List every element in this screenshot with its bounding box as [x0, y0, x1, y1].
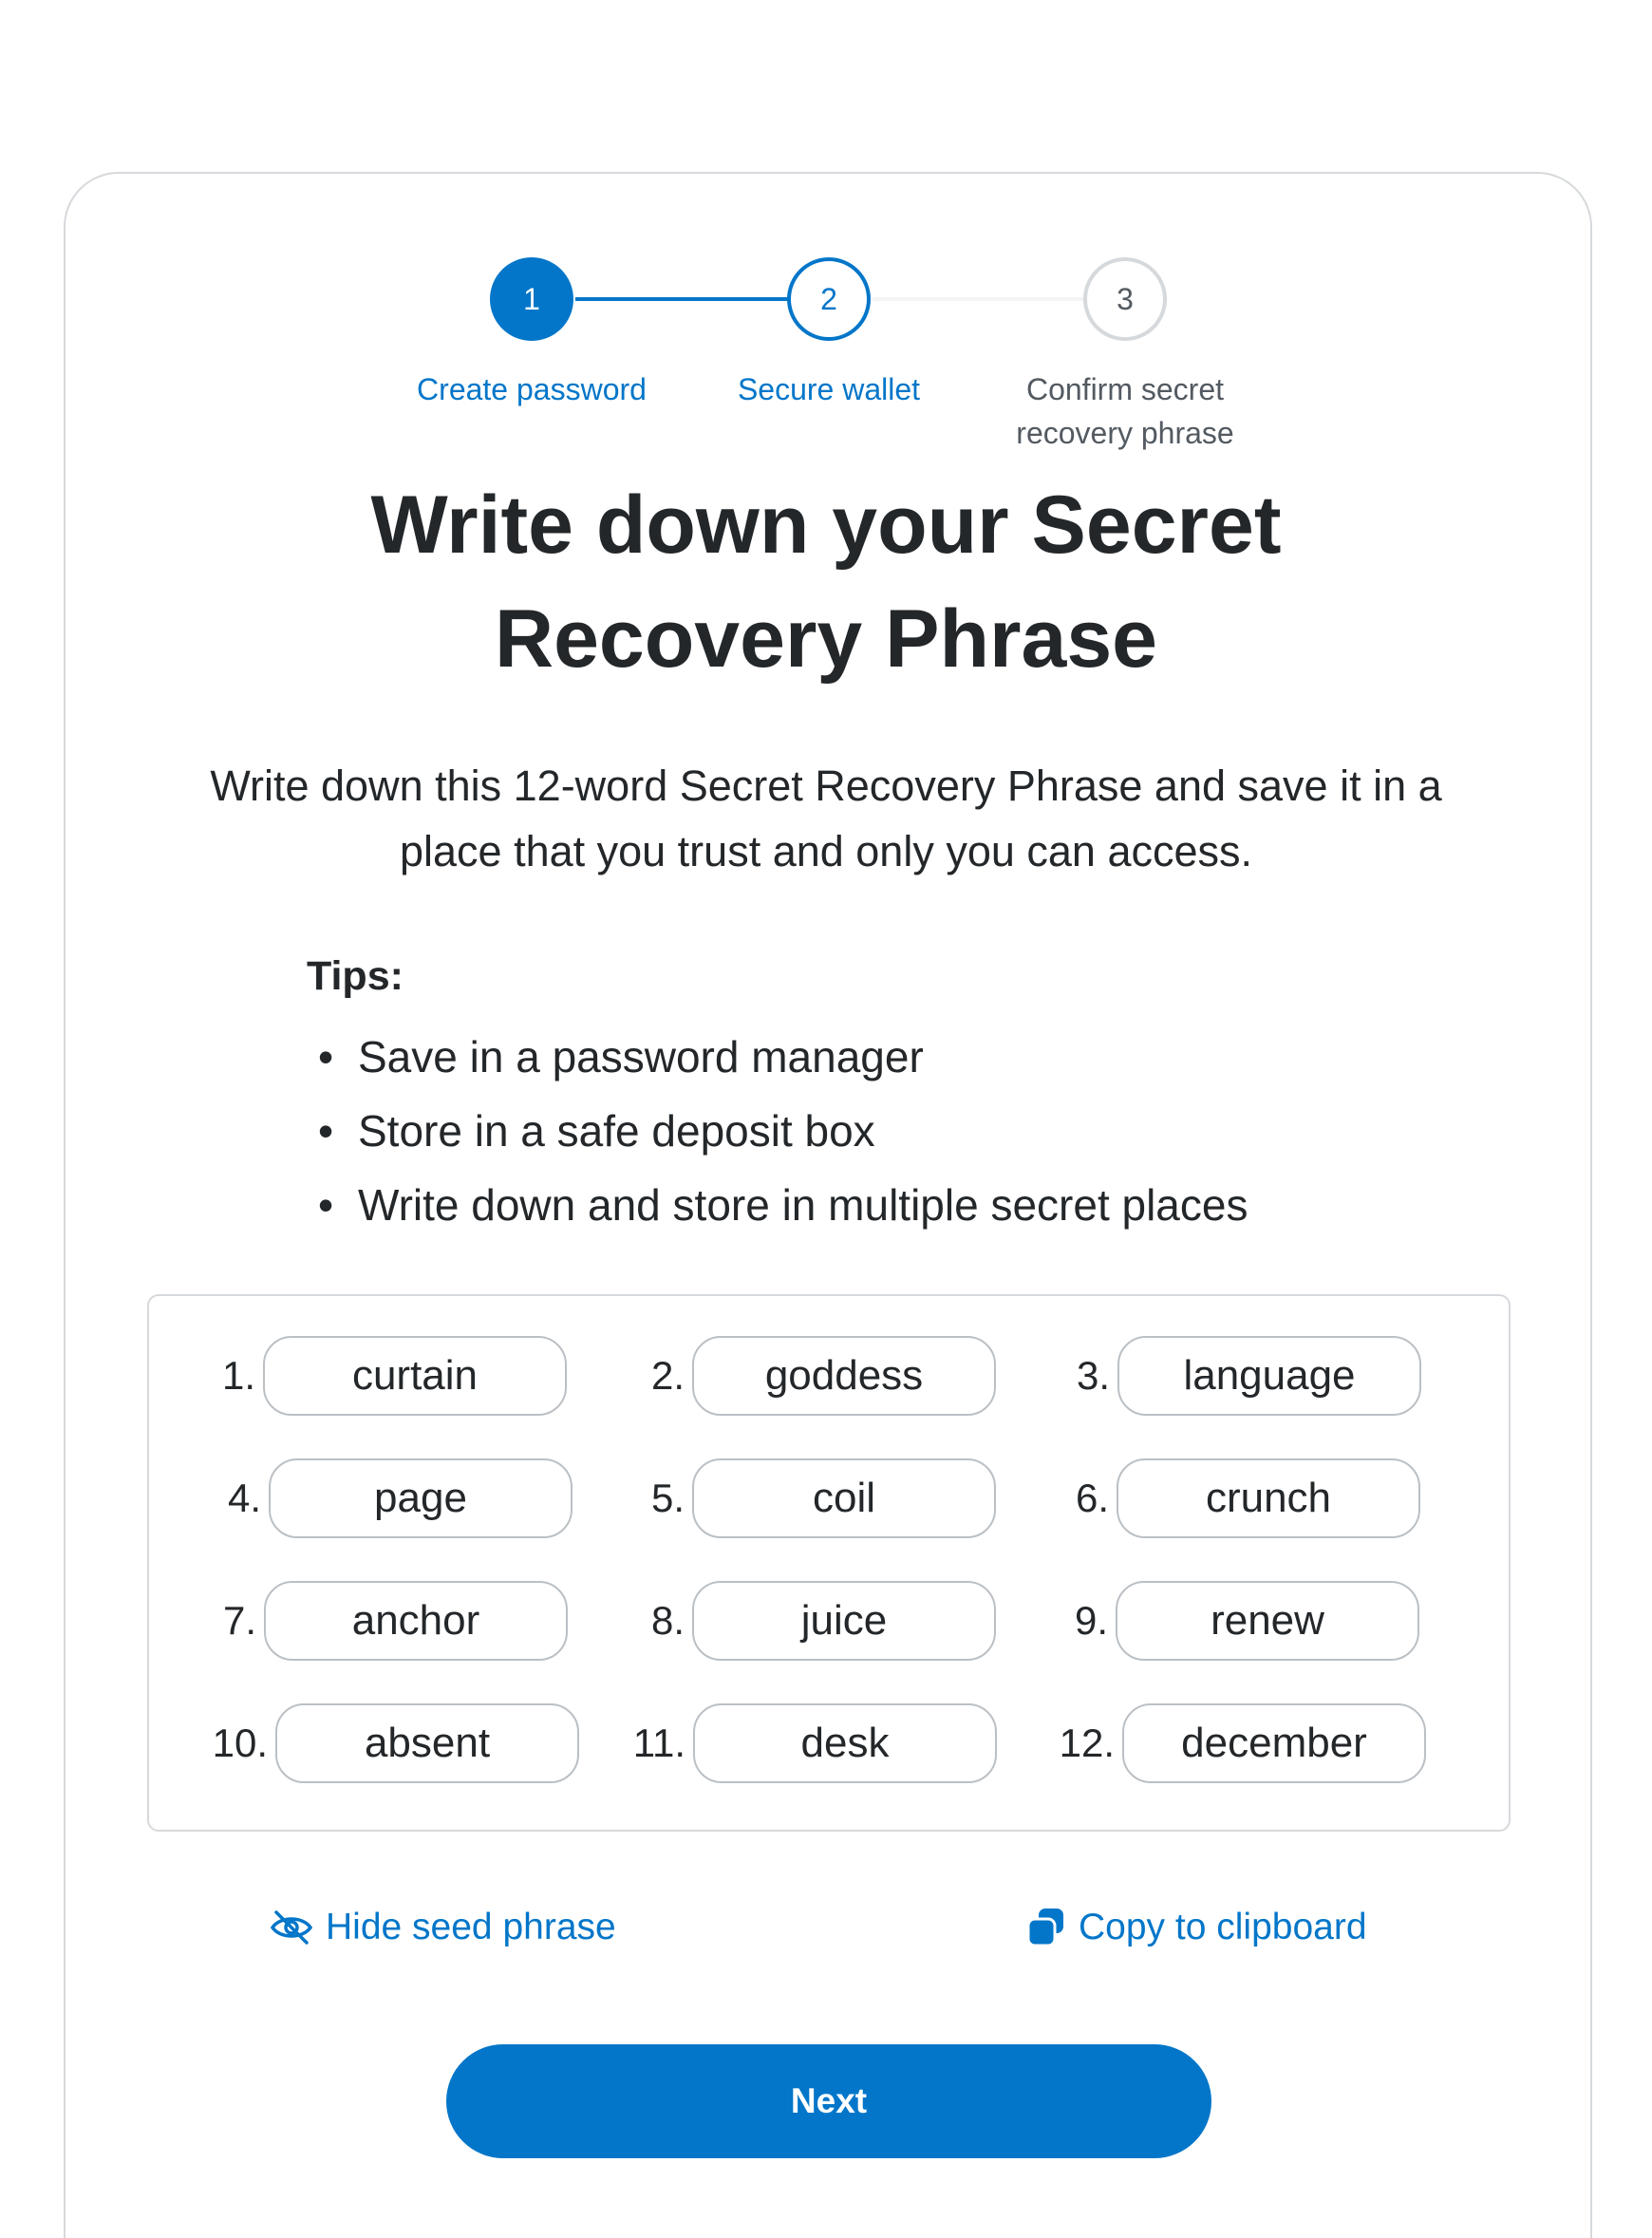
tip-item [307, 1020, 1446, 1094]
phrase-word-8 [618, 1581, 996, 1661]
word-chip: curtain [263, 1336, 567, 1416]
phrase-word-1 [189, 1336, 567, 1416]
word-chip: language [1117, 1336, 1421, 1416]
step-3-label [983, 367, 1267, 455]
description-line1: Write down this 12-word Secret Recovery Phrase and save it in a [210, 762, 1442, 810]
phrase-word-2 [618, 1336, 996, 1416]
bullet-icon: • [318, 1106, 334, 1156]
hide-seed-phrase-label: Hide seed phrase [326, 1907, 616, 1947]
phrase-word-9 [1042, 1581, 1419, 1661]
word-number: 9. [1074, 1598, 1108, 1643]
secret-recovery-phrase-box [147, 1294, 1511, 1832]
phrase-word-4 [195, 1458, 573, 1538]
stepper-connector-pending [873, 297, 1086, 301]
word-number: 4. [227, 1476, 261, 1520]
stepper-connector-complete [575, 297, 789, 301]
tips-list [307, 1020, 1446, 1242]
step-1-circle [490, 257, 573, 341]
word-number: 8. [650, 1598, 685, 1643]
copy-to-clipboard-label: Copy to clipboard [1079, 1907, 1367, 1947]
step-1-label: Create password [417, 372, 647, 406]
step-2-circle [787, 257, 871, 341]
tip-text: Store in a safe deposit box [358, 1106, 875, 1156]
phrase-word-6 [1042, 1458, 1420, 1538]
word-number: 1. [221, 1353, 255, 1398]
word-chip: december [1122, 1703, 1426, 1783]
tips-section [307, 948, 1446, 1242]
phrase-word-12 [1048, 1703, 1426, 1783]
word-chip: page [269, 1458, 573, 1538]
next-button[interactable]: Next [446, 2044, 1211, 2158]
page-description [123, 753, 1529, 884]
word-chip: renew [1116, 1581, 1419, 1661]
step-3-label-line2: recovery phrase [1016, 416, 1234, 450]
tip-text: Save in a password manager [358, 1032, 924, 1081]
phrase-word-11 [619, 1703, 997, 1783]
bullet-icon: • [318, 1180, 334, 1230]
word-number: 11. [632, 1721, 685, 1765]
phrase-word-3 [1043, 1336, 1421, 1416]
page-title-line2: Recovery Phrase [495, 593, 1157, 685]
copy-icon [1025, 1907, 1067, 1948]
tip-text: Write down and store in multiple secret places [358, 1180, 1248, 1230]
step-3-label-line1: Confirm secret [1025, 372, 1225, 406]
step-1-number: 1 [523, 281, 540, 316]
step-2-label: Secure wallet [737, 372, 921, 406]
tip-item [307, 1168, 1446, 1242]
word-number: 2. [650, 1353, 685, 1398]
word-chip: desk [693, 1703, 997, 1783]
step-3-number: 3 [1117, 281, 1134, 316]
word-chip: juice [692, 1581, 996, 1661]
phrase-word-5 [618, 1458, 996, 1538]
tips-heading: Tips: [307, 953, 404, 999]
word-number: 10. [212, 1721, 268, 1765]
word-chip: goddess [692, 1336, 996, 1416]
word-number: 5. [650, 1476, 685, 1520]
word-number: 7. [222, 1598, 256, 1643]
word-chip: coil [692, 1458, 996, 1538]
phrase-word-10 [201, 1703, 579, 1783]
word-chip: anchor [264, 1581, 568, 1661]
description-line2: place that you trust and only you can access. [399, 827, 1253, 875]
tip-item [307, 1094, 1446, 1168]
bullet-icon: • [318, 1032, 334, 1081]
word-number: 3. [1076, 1353, 1110, 1398]
phrase-word-7 [190, 1581, 568, 1661]
page-title-line1: Write down your Secret [370, 480, 1282, 571]
step-3-circle [1083, 257, 1167, 341]
step-2-number: 2 [820, 281, 837, 316]
eye-slash-icon [269, 1909, 314, 1946]
copy-to-clipboard-link[interactable] [1025, 1899, 1367, 1956]
word-chip: absent [275, 1703, 579, 1783]
word-chip: crunch [1117, 1458, 1420, 1538]
hide-seed-phrase-link[interactable] [269, 1899, 616, 1956]
page-title [190, 468, 1462, 696]
word-number: 6. [1075, 1476, 1109, 1520]
word-number: 12. [1059, 1721, 1115, 1765]
